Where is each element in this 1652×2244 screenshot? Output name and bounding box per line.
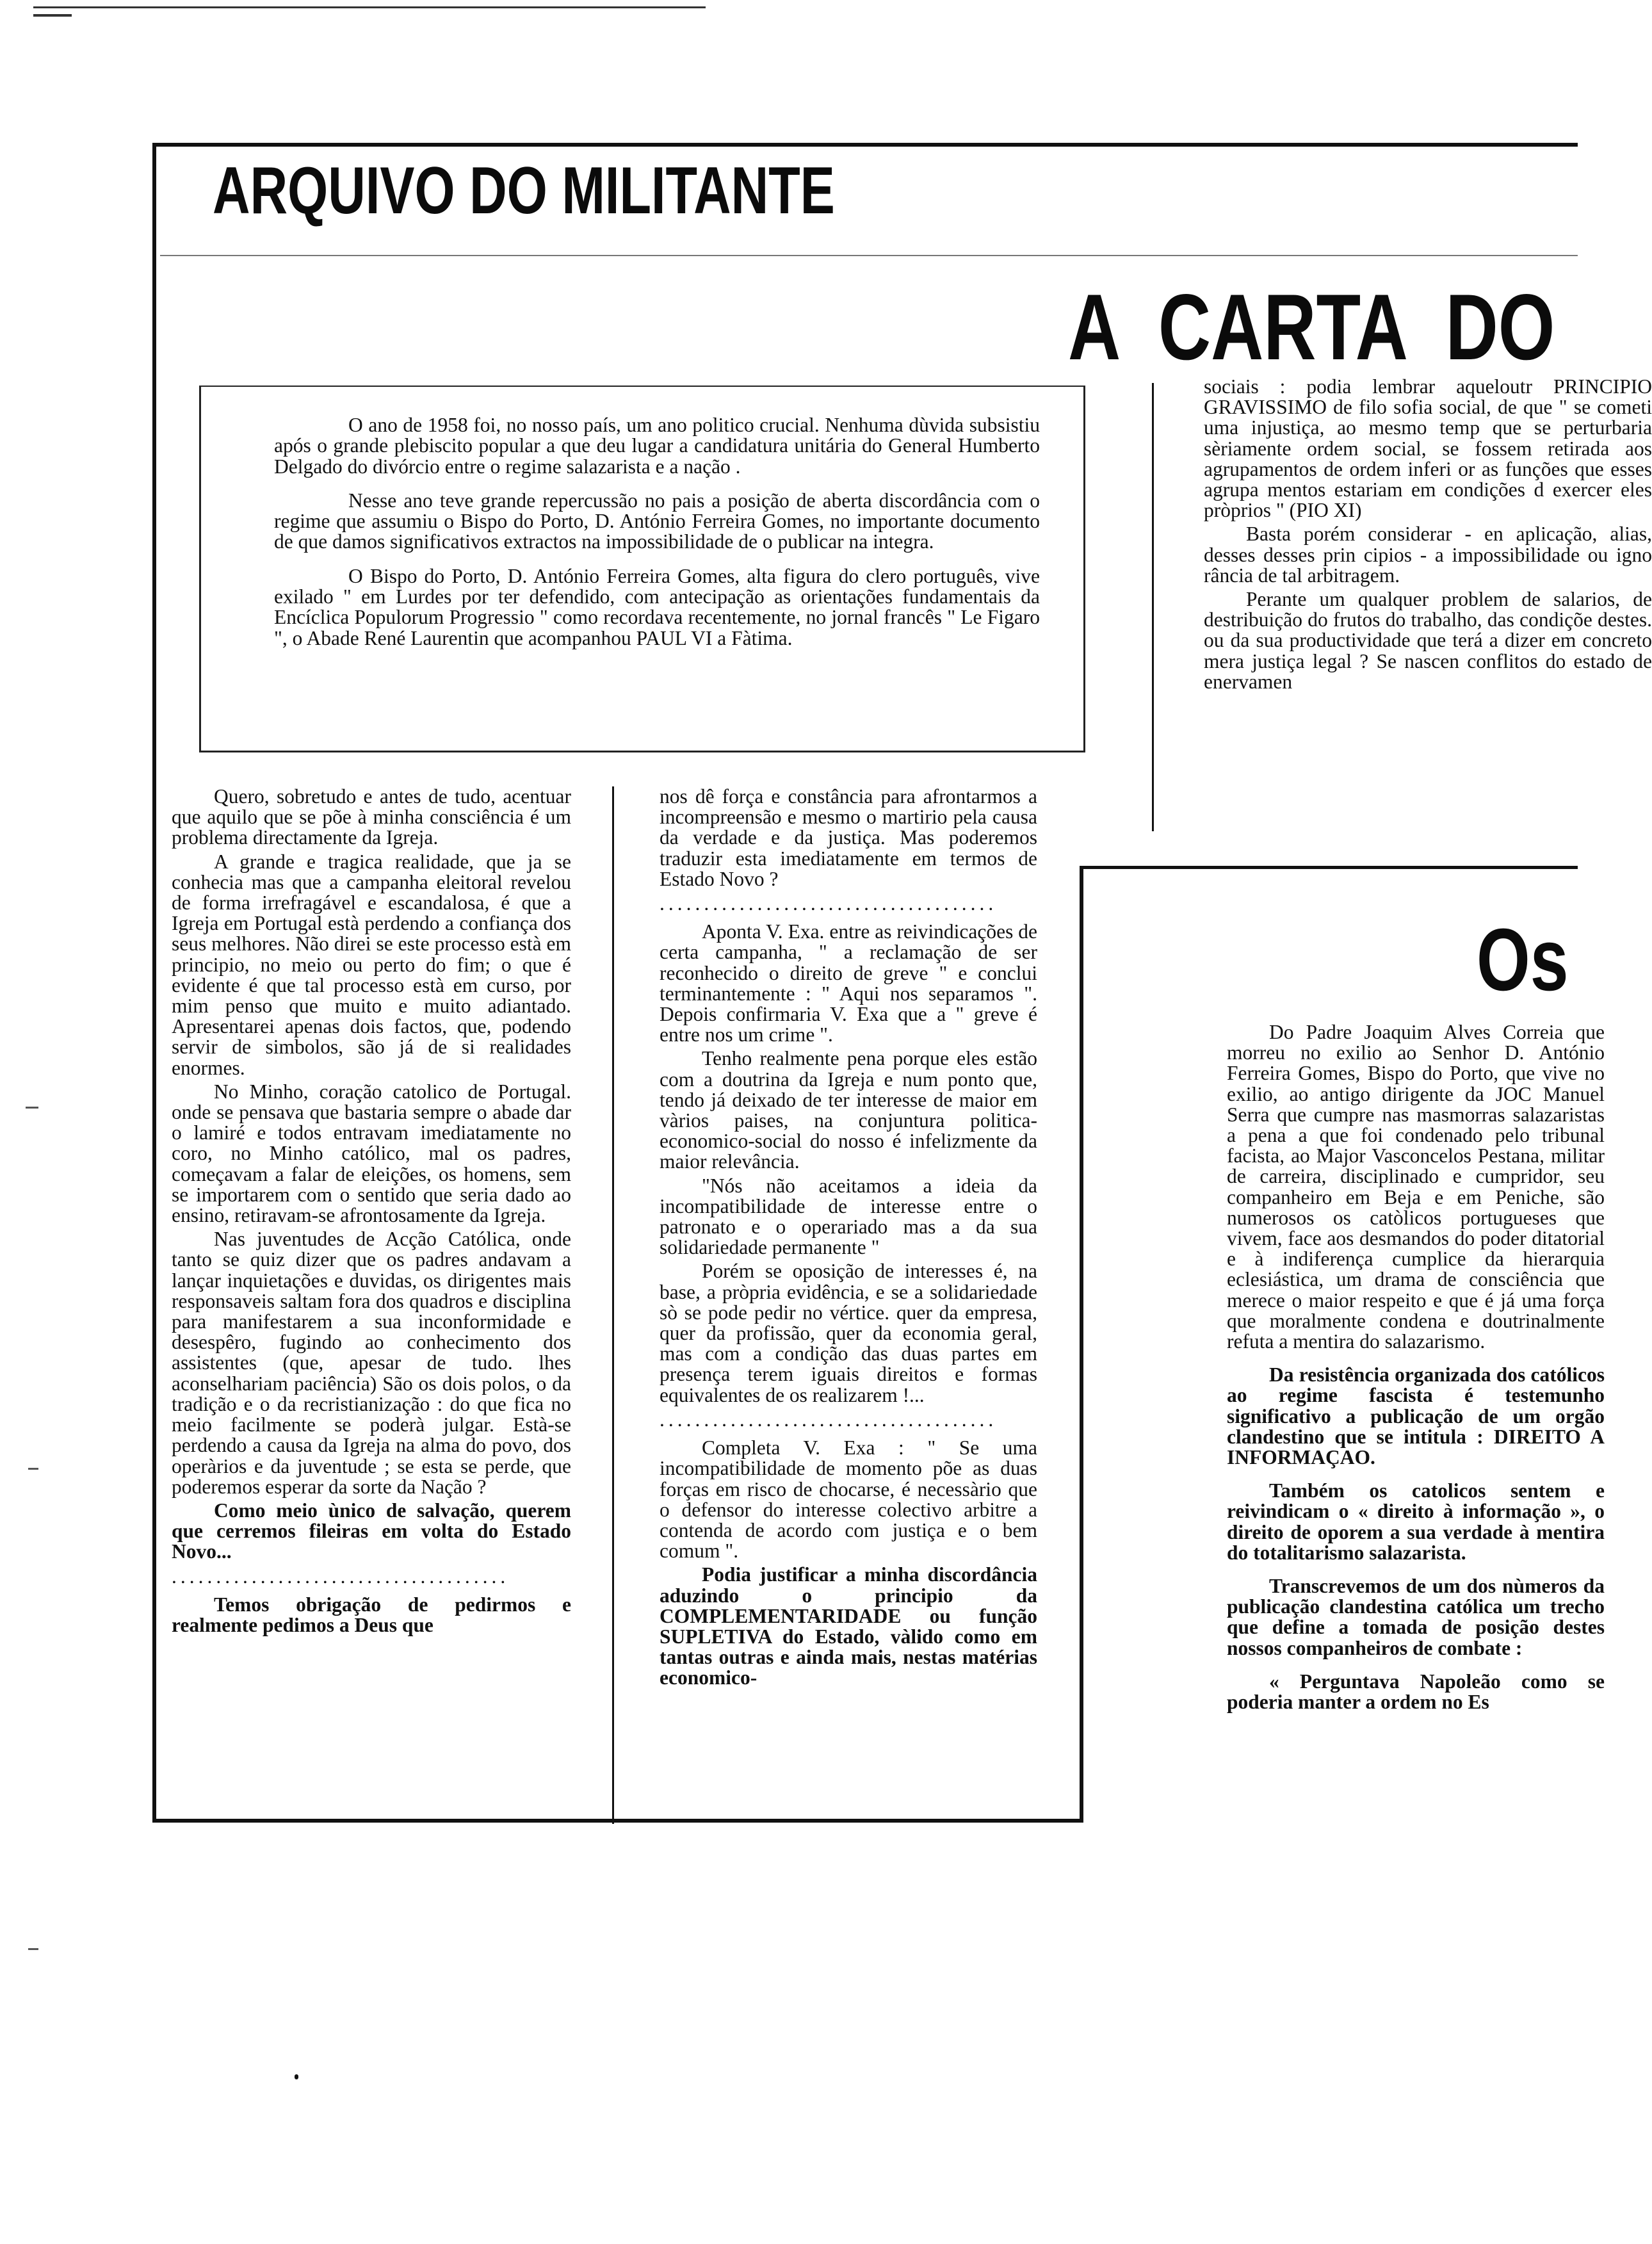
box-text bbox=[1227, 1022, 1605, 1716]
header-left-rule bbox=[152, 143, 156, 1821]
dotted-separator: ...................................... bbox=[660, 1408, 998, 1431]
paragraph: Perante um qualquer problem de salarios, de destribuição do frutos do trabalho, das condiçõe destes. ou da sua productividade que terá a dizer em concreto mera justiça legal ? Se nascen conflitos do estado de enervamen bbox=[1204, 588, 1652, 693]
paragraph: "Nós não aceitamos a ideia da incompatibilidade de interesse entre o patronato e o operariado mas a da sua solidariedade permanente " bbox=[660, 1174, 1037, 1259]
column-1 bbox=[172, 786, 571, 1639]
box-clip bbox=[1227, 1021, 1605, 1820]
paragraph: Quero, sobretudo e antes de tudo, acentuar que aquilo que se põe à minha consciência é um problema directamente da Igreja. bbox=[172, 785, 571, 849]
paragraph: Porém se oposição de interesses é, na base, a pròpria evidência, e se a solidariedade sò se pode pedir no vértice. quer da empresa, quer da profissão, quer da economia geral, mas com a condição das duas partes em presença terem iguais direitos e formas equivalentes de os realizarem !... bbox=[660, 1260, 1037, 1406]
paragraph: Basta porém considerar - en aplicação, alias, desses desses prin cipios - a impossibilidade ou igno rância de tal arbitragem. bbox=[1204, 523, 1652, 587]
intro-paragraph: O ano de 1958 foi, no nosso país, um ano politico crucial. Nenhuma dùvida subsistiu após o grande plebiscito popular a que deu lugar a candidatura unitária do General Humberto Delgado do divórcio entre o regime salazarista e a nação . bbox=[274, 414, 1040, 478]
column-2 bbox=[660, 786, 1037, 1692]
box-top-rule bbox=[1080, 866, 1578, 869]
paragraph: Aponta V. Exa. entre as reivindicações de certa campanha, " a reclamação de ser reconhecido o direito de greve " e conclui terminantemente : " Aqui nos separamos ". Depois confirmaria V. Exa que a " greve é entre nos um crime ". bbox=[660, 920, 1037, 1046]
paragraph: Como meio ùnico de salvação, querem que cerremos fileiras em volta do Estado Novo... bbox=[172, 1499, 571, 1563]
paragraph: Do Padre Joaquim Alves Correia que morreu no exilio ao Senhor D. António Ferreira Gomes, Bispo do Porto, que vive no exilio, ao antigo dirigente da JOC Manuel Serra que cumpre nas masmorras salazaristas a pena a que foi condenado pelo tribunal facista, ao Major Vasconcelos Pestana, militar de carreira, disciplinado e cumpridor, seu companheiro em Beja e em Peniche, são numerosos os catòlicos portugueses que vivem, face aos desmandos do poder ditatorial e à indiferença cumplice da hierarquia eclesiástica, um drama de consciência que merece o maior respeito e que é já uma força que moralmente condena e doutrinalmente refuta a mentira do salazarismo. bbox=[1227, 1021, 1605, 1353]
paragraph: Tenho realmente pena porque eles estão com a doutrina da Igreja e num ponto que, tendo já deixado de ter interesse de maior em vàrios paises, na conjuntura politica-economico-social do nosso é infelizmente da maior relevância. bbox=[660, 1047, 1037, 1173]
dotted-separator: ...................................... bbox=[172, 1565, 510, 1588]
dotted-separator: ...................................... bbox=[660, 892, 998, 915]
intro-text bbox=[274, 415, 1040, 662]
paragraph: « Perguntava Napoleão como se poderia manter a ordem no Es bbox=[1227, 1670, 1605, 1714]
column-divider bbox=[612, 786, 614, 1824]
speck bbox=[295, 2074, 298, 2079]
article-title: A CARTA DO bbox=[1068, 275, 1555, 379]
paragraph: Nas juventudes de Acção Católica, onde tanto se quiz dizer que os padres andavam a lançar inquietações e duvidas, os dirigentes mais responsaveis saltam fora dos quadros e disciplina para manifestarem a sua inconformidade e desespêro, fugindo ao conhecimento dos assistentes (que, apesar de tudo. lhes aconselhariam paciência) São os dois polos, o da tradição e o da recristianização : do que fica no meio facilmente se poderà julgar. Està-se perdendo a causa da Igreja na alma do povo, dos operàrios e da juventude ; se esta se perde, que poderemos esperar da sorte da Nação ? bbox=[172, 1228, 571, 1498]
paragraph: Transcrevemos de um dos nùmeros da publicação clandestina católica um trecho que define a tomada de posição destes nossos companheiros de combate : bbox=[1227, 1575, 1605, 1659]
paragraph: Temos obrigação de pedirmos e realmente pedimos a Deus que bbox=[172, 1593, 571, 1636]
margin-mark bbox=[26, 1107, 38, 1109]
paragraph: No Minho, coração catolico de Portugal. onde se pensava que bastaria sempre o abade dar o lamiré e todos entravam imediatamente no coro, no Minho católico, mal os padres, começavam a falar de eleições, os homens, sem se importarem com o sentido que seria dado ao ensino, retiravam-se afrontosamente da Igreja. bbox=[172, 1080, 571, 1227]
box-heading: Os bbox=[1477, 911, 1569, 1009]
margin-mark bbox=[28, 1948, 38, 1950]
paragraph: nos dê força e constância para afrontarmos a incompreensão e mesmo o martirio pela causa da verdade e da justiça. Mas poderemos traduzir esta imediatamente em termos de Estado Novo ? bbox=[660, 785, 1037, 890]
paragraph: sociais : podia lembrar aqueloutr PRINCIPIO GRAVISSIMO de filo sofia social, de que " se cometi uma injustiça, ao mesmo temp que se perturbaria sèriamente ordem social, se fossem retirada aos agrupamentos de ordem inferi or as funções que esses agrupa mentos estariam em condições d exercer eles pròprios " (PIO XI) bbox=[1204, 375, 1652, 522]
header-bottom-rule bbox=[160, 255, 1578, 256]
column-divider bbox=[1152, 383, 1154, 831]
corner-mark bbox=[33, 14, 72, 17]
paragraph: Também os catolicos sentem e reivindicam o « direito à informação », o direito de oporem a sua verdade à mentira do totalitarismo salazarista. bbox=[1227, 1479, 1605, 1564]
column-3-clip bbox=[1204, 375, 1652, 844]
paragraph: A grande e tragica realidade, que ja se conhecia mas que a campanha eleitoral revelou de forma irrefragável e escandalosa, é que a Igreja em Portugal està perdendo a confiança dos seus melhores. Não direi se este processo està em principio, no meio ou perto do fim; o que é evidente é que tal processo està em curso, por mim penso que muito e muito adiantado. Apresentarei apenas dois factos, que, podendo servir de simbolos, são já de si realidades enormes. bbox=[172, 850, 571, 1079]
intro-paragraph: O Bispo do Porto, D. António Ferreira Gomes, alta figura do clero português, vive exilado " em Lurdes por ter defendido, com antecipação as orientações fundamentais da Encíclica Populorum Progressio " como recordava recentemente, no jornal francês " Le Figaro ", o Abade René Laurentin que acompanhou PAUL VI a Fàtima. bbox=[274, 564, 1040, 649]
intro-paragraph: Nesse ano teve grande repercussão no pais a posição de aberta discordância com o regime que assumiu o Bispo do Porto, D. António Ferreira Gomes, no importante documento de que damos significativos extractos na impossibilidade de o publicar na integra. bbox=[274, 489, 1040, 553]
margin-mark bbox=[28, 1468, 38, 1470]
frame-bottom-rule bbox=[152, 1819, 1083, 1823]
header-top-rule bbox=[152, 143, 1578, 147]
corner-mark bbox=[33, 6, 706, 8]
column-3 bbox=[1204, 377, 1652, 695]
frame-right-rule bbox=[1080, 868, 1083, 1823]
section-title: ARQUIVO DO MILITANTE bbox=[213, 154, 835, 228]
intro-box bbox=[199, 386, 1085, 752]
paragraph: Podia justificar a minha discordância aduzindo o principio da COMPLEMENTARIDADE ou função SUPLETIVA do Estado, vàlido como em tantas outras e ainda mais, nestas matérias economico- bbox=[660, 1563, 1037, 1689]
paragraph: Completa V. Exa : " Se uma incompatibilidade de momento põe as duas forças em risco de chocarse, é necessàrio que o defensor do interesse colectivo arbitre a contenda de acordo com justiça e o bem comum ". bbox=[660, 1436, 1037, 1563]
paragraph: Da resistência organizada dos católicos ao regime fascista é testemunho significativo a publicação de um orgão clandestino que se intitula : DIREITO A INFORMAÇAO. bbox=[1227, 1363, 1605, 1469]
